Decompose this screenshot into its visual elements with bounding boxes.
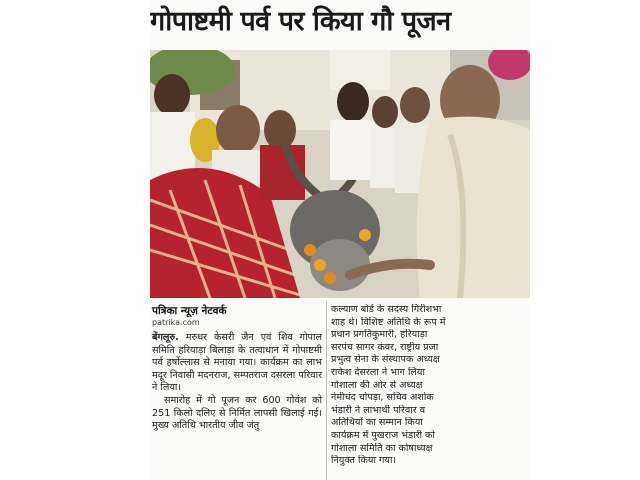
paragraph-1-text: मरुधर केसरी जैन एवं शिव गोपाल समिति हरियाड़ा बिलाड़ा के तत्वाधान में गोपाष्टमी पर्व हर्षोल्लास से मनाया गया। कार्यक्रम का लाभ मदूर निवासी मदनराज, सम्पतराज दसरला परिवार ने लिया।: [152, 332, 322, 394]
column-2-line: प्रधान प्रगतिकुमारी, हरियाड़ा: [331, 329, 428, 341]
newspaper-clipping: [150, 0, 530, 480]
dateline: बेंगलूरु.: [152, 332, 179, 343]
column-2-line: गोशाला समिति का कोषाध्यक्ष: [331, 442, 433, 454]
column-2-line: गोशाला की ओर से अध्यक्ष: [331, 379, 423, 391]
photo-illustration: [150, 50, 530, 298]
article-column-1: [152, 332, 322, 433]
column-2-line: नेमीचंद चोपड़ा, सचिव अशोक: [331, 392, 434, 404]
byline: पत्रिका न्यूज़ नेटवर्क: [152, 305, 227, 317]
column-2-line: नियुक्त किया गया।: [331, 455, 397, 467]
column-2-line: अतिथियों का सम्मान किया: [331, 417, 423, 429]
column-2-line: कल्याण बोर्ड के सदस्य गिरीशभा: [331, 304, 442, 315]
site-url: patrika.com: [152, 318, 200, 327]
headline: गोपाष्टमी पर्व पर किया गौ पूजन: [150, 6, 451, 37]
column-2-line: राकेश देसरला ने भाग लिया: [331, 366, 425, 378]
column-2-line: सरपंच सागर कंवर, राष्ट्रीय प्रजा: [331, 341, 439, 353]
column-2-line: शाह थे। विशिष्ट अतिथि के रूप में: [331, 316, 446, 328]
column-2-line: कार्यक्रम में पुखराज भंडारी को: [331, 429, 435, 441]
column-divider: [326, 302, 327, 480]
article-body: [150, 302, 530, 480]
paragraph-2: समारोह में गो पूजन कर 600 गोवंश को 251 किलो दलिए से निर्मित लापसी खिलाई गई। मुख्य अतिथि भारतीय जीव जंतु: [152, 394, 322, 432]
paragraph-1: [152, 332, 322, 395]
news-photo: [150, 50, 530, 298]
article-column-2: [331, 304, 530, 468]
column-2-line: प्रभुत्व सेना के संस्थापक अध्यक्ष: [331, 354, 440, 366]
column-2-line: भंडारी ने लाभार्थी परिवार व: [331, 404, 426, 416]
